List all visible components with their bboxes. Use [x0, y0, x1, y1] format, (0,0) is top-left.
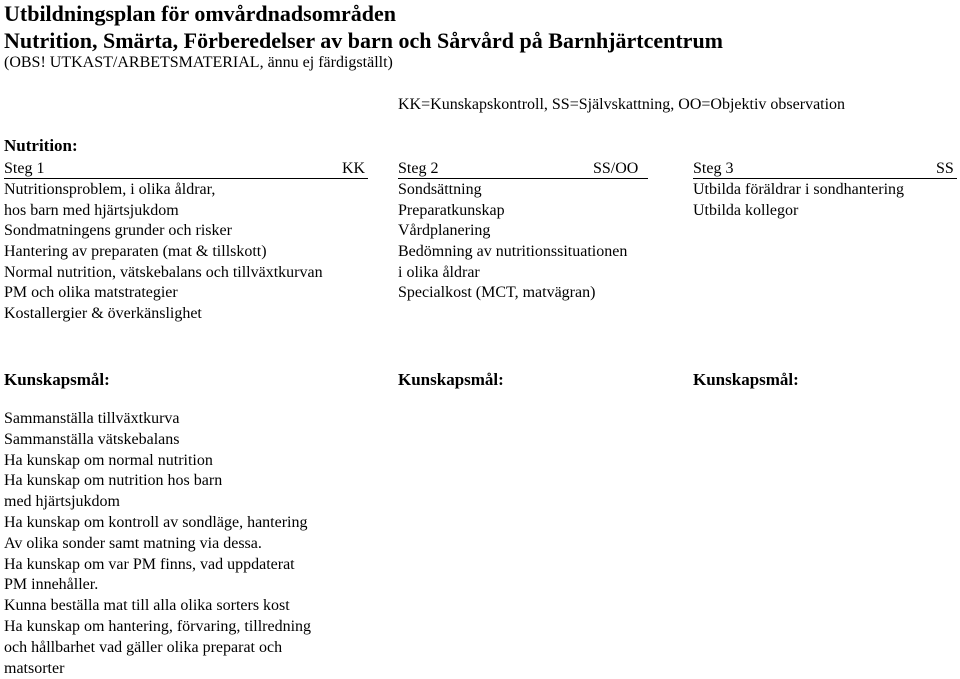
list-item: hos barn med hjärtsjukdom — [4, 201, 179, 219]
list-item: i olika åldrar — [398, 263, 480, 281]
draft-note: (OBS! UTKAST/ARBETSMATERIAL, ännu ej färdigställt) — [4, 54, 393, 71]
step1-goal-heading: Kunskapsmål: — [4, 370, 110, 389]
list-item: Sammanställa vätskebalans — [4, 430, 180, 448]
list-item: Ha kunskap om var PM finns, vad uppdaterat — [4, 555, 295, 573]
list-item: Bedömning av nutritionssituationen — [398, 243, 628, 261]
step1-label: Steg 1 — [4, 160, 45, 177]
list-item: Sammanställa tillväxtkurva — [4, 410, 180, 427]
list-item: Preparatkunskap — [398, 201, 505, 219]
step2-code: SS/OO — [593, 160, 639, 177]
list-item: Av olika sonder samt matning via dessa. — [4, 534, 262, 552]
list-item: Vårdplanering — [398, 222, 491, 240]
step3-label: Steg 3 — [693, 160, 734, 177]
list-item: Ha kunskap om hantering, förvaring, tillredning — [4, 617, 312, 635]
list-item: Kunna beställa mat till alla olika sorters kost — [4, 597, 290, 615]
step3-code: SS — [936, 160, 954, 177]
step1-items — [4, 180, 323, 325]
step3-rule — [693, 178, 957, 179]
list-item: Ha kunskap om nutrition hos barn — [4, 472, 223, 490]
step2-label: Steg 2 — [398, 160, 439, 177]
list-item: matsorter — [4, 659, 65, 677]
list-item: Ha kunskap om normal nutrition — [4, 451, 213, 469]
list-item: Specialkost (MCT, matvägran) — [398, 284, 596, 302]
list-item: Sondsättning — [398, 181, 482, 198]
step1-goals — [4, 409, 311, 679]
list-item: Hantering av preparaten (mat & tillskott) — [4, 243, 267, 261]
list-item: med hjärtsjukdom — [4, 493, 120, 511]
step1-rule — [4, 178, 368, 179]
step2-rule — [398, 178, 648, 179]
document-title: Utbildningsplan för omvårdnadsområden — [4, 1, 397, 26]
document-subtitle: Nutrition, Smärta, Förberedelser av barn och Sårvård på Barnhjärtcentrum — [4, 28, 724, 53]
list-item: PM och olika matstrategier — [4, 284, 178, 302]
step2-goal-heading: Kunskapsmål: — [398, 370, 504, 389]
list-item: Sondmatningens grunder och risker — [4, 222, 232, 240]
list-item: Kostallergier & överkänslighet — [4, 305, 202, 323]
list-item: Utbilda föräldrar i sondhantering — [693, 181, 905, 198]
abbreviation-legend: KK=Kunskapskontroll, SS=Självskattning, OO=Objektiv observation — [398, 96, 846, 113]
list-item: PM innehåller. — [4, 576, 99, 594]
list-item: Normal nutrition, vätskebalans och tillväxtkurvan — [4, 263, 323, 281]
step2-items — [398, 180, 627, 304]
step3-goal-heading: Kunskapsmål: — [693, 370, 799, 389]
list-item: Ha kunskap om kontroll av sondläge, hantering — [4, 513, 308, 531]
list-item: och hållbarhet vad gäller olika preparat och — [4, 638, 283, 656]
step1-code: KK — [342, 160, 366, 177]
step3-items — [693, 180, 904, 221]
list-item: Nutritionsproblem, i olika åldrar, — [4, 181, 216, 198]
list-item: Utbilda kollegor — [693, 201, 799, 219]
section-heading-nutrition: Nutrition: — [4, 136, 78, 155]
